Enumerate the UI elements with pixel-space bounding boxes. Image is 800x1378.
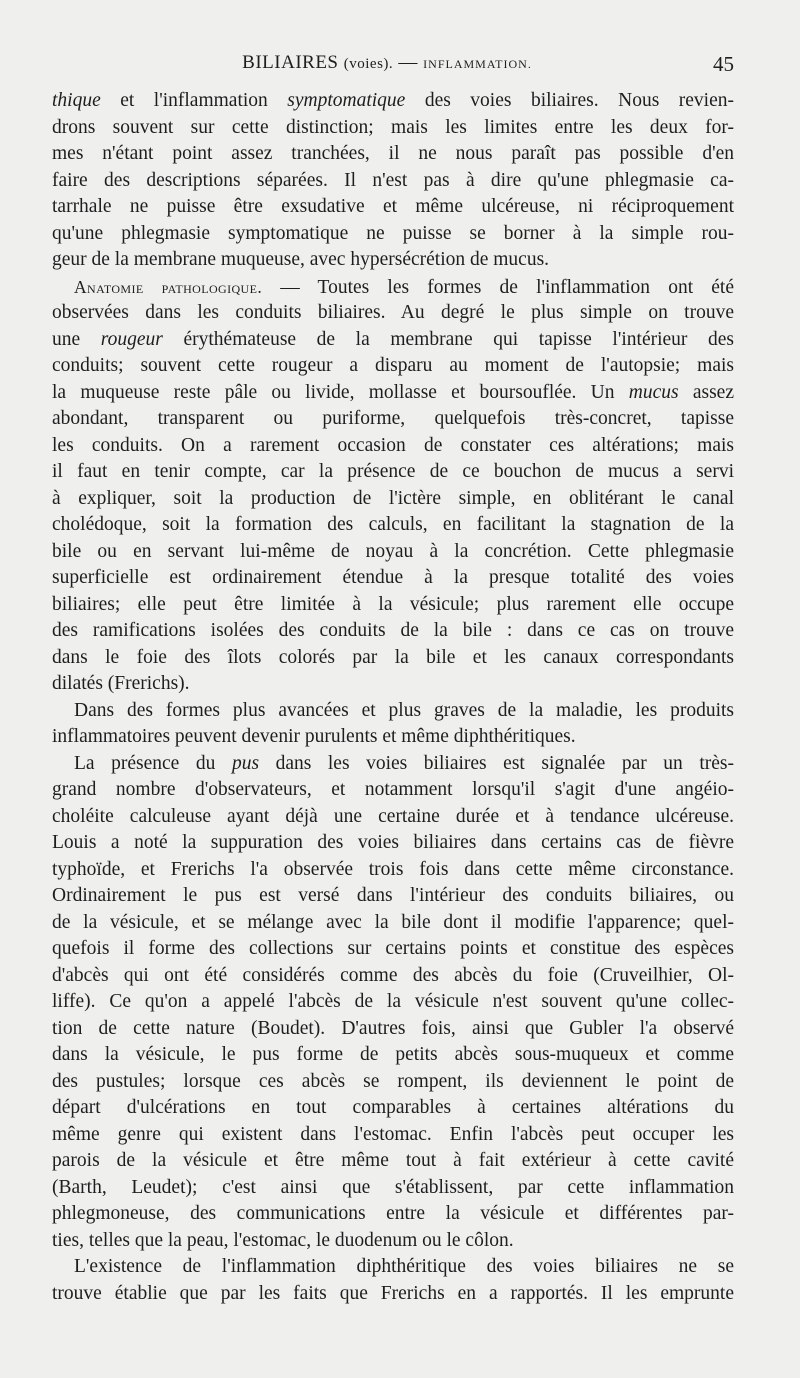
text-line [52, 88, 734, 115]
text-run: des voies biliaires. Nous revien- [405, 90, 734, 111]
paragraph [52, 88, 734, 274]
text-line: départ d'ulcérations en tout comparables à certaines altérations du [52, 1097, 734, 1118]
text-line: phlegmoneuse, des communications entre la vésicule et différentes par- [52, 1203, 734, 1224]
text-line: abondant, transparent ou puriforme, quelquefois très-concret, tapisse [52, 408, 734, 429]
text-line: liffe). Ce qu'on a appelé l'abcès de la vésicule n'est souvent qu'une collec- [52, 991, 734, 1012]
text-line [52, 274, 734, 301]
text-line: Ordinairement le pus est versé dans l'intérieur des conduits biliaires, ou [52, 885, 734, 906]
italic-term: symptomatique [287, 90, 406, 111]
page-number: 45 [713, 52, 734, 76]
text-line: (Barth, Leudet); c'est ainsi que s'établissent, par cette inflammation [52, 1176, 734, 1198]
text-line [52, 380, 734, 407]
text-line: qu'une phlegmasie symptomatique ne puisse se borner à la simple rou- [52, 222, 734, 244]
text-line: drons souvent sur cette distinction; mais les limites entre les deux for- [52, 116, 734, 138]
paragraph [52, 274, 734, 698]
text-line: grand nombre d'observateurs, et notamment lorsqu'il s'agit d'une angéio- [52, 779, 734, 800]
text-line: à expliquer, soit la production de l'ictère simple, en oblitérant le canal [52, 487, 734, 509]
text-line: mes n'étant point assez tranchées, il ne nous paraît pas possible d'en [52, 143, 734, 164]
text-line: conduits; souvent cette rougeur a disparu au moment de l'autopsie; mais [52, 355, 734, 376]
text-run: une [52, 328, 101, 350]
text-line: Dans des formes plus avancées et plus graves de la maladie, les produits [74, 699, 734, 721]
header-title-dash: — [398, 52, 418, 73]
header-title-paren: (voies). [343, 56, 394, 72]
header-title-main: BILIAIRES [242, 52, 339, 73]
italic-term: pus [231, 752, 260, 774]
text-line: superficielle est ordinairement étendue à la presque totalité des voies [52, 567, 734, 588]
paragraph [52, 1254, 734, 1307]
text-line: les conduits. On a rarement occasion de constater ces altérations; mais [52, 434, 734, 456]
text-line: dans le foie des îlots colorés par la bile et les canaux correspondants [52, 646, 734, 668]
text-line: tion de cette nature (Boudet). D'autres fois, ainsi que Gubler l'a observé [52, 1017, 734, 1039]
text-line: bile ou en servant lui-même de noyau à la concrétion. Cette phlegmasie [52, 540, 734, 562]
italic-term: thique [52, 90, 101, 111]
text-line: typhoïde, et Frerichs l'a observée trois fois dans cette même circonstance. [52, 858, 734, 880]
text-line: cholédoque, soit la formation des calculs, en facilitant la stagnation de la [52, 514, 734, 535]
header-title-section: INFLAMMATION. [423, 57, 532, 71]
text-run: la muqueuse reste pâle ou livide, mollasse et boursouflée. Un [52, 381, 629, 403]
text-line: dans la vésicule, le pus forme de petits abcès sous-muqueux et comme [52, 1044, 734, 1065]
text-line: des ramifications isolées des conduits de la bile : dans ce cas on trouve [52, 620, 734, 641]
text-line: des pustules; lorsque ces abcès se rompent, ils deviennent le point de [52, 1070, 734, 1092]
paragraph [52, 698, 734, 751]
text-line: faire des descriptions séparées. Il n'est pas à dire qu'une phlegmasie ca- [52, 169, 734, 191]
text-line: tarrhale ne puisse être exsudative et même ulcéreuse, ni réciproquement [52, 196, 734, 217]
text-run: dans les voies biliaires est signalée par un très- [259, 752, 734, 774]
text-line: dilatés (Frerichs). [52, 673, 190, 694]
text-line: observées dans les conduits biliaires. Au degré le plus simple on trouve [52, 302, 734, 323]
running-header [40, 52, 734, 82]
header-title [40, 52, 734, 74]
text-line: L'existence de l'inflammation diphthéritique des voies biliaires ne se [74, 1256, 734, 1277]
body-text [52, 88, 734, 1307]
text-line: ties, telles que la peau, l'estomac, le duodenum ou le côlon. [52, 1229, 514, 1251]
text-line: Louis a noté la suppuration des voies biliaires dans certains cas de fièvre [52, 832, 734, 853]
text-line: de la vésicule, et se mélange avec la bile dont il modifie l'apparence; quel- [52, 911, 734, 933]
text-run: — Toutes les formes de l'inflammation ont été [262, 276, 734, 298]
text-line: il faut en tenir compte, car la présence de ce bouchon de mucus a servi [52, 461, 734, 482]
text-line: trouve établie que par les faits que Frerichs en a rapportés. Il les emprunte [52, 1282, 734, 1304]
text-line: inflammatoires peuvent devenir purulents et même diphthéritiques. [52, 726, 576, 747]
text-line: d'abcès qui ont été considérés comme des abcès du foie (Cruveilhier, Ol- [52, 964, 734, 986]
text-line [52, 327, 734, 354]
text-line: biliaires; elle peut être limitée à la vésicule; plus rarement elle occupe [52, 593, 734, 615]
text-line: quefois il forme des collections sur certains points et constitue des espèces [52, 938, 734, 959]
text-line: choléite calculeuse ayant déjà une certaine durée et à tendance ulcéreuse. [52, 805, 734, 827]
text-run: La présence du [74, 752, 232, 774]
text-line [52, 751, 734, 778]
text-line: même genre qui existent dans l'estomac. Enfin l'abcès peut occuper les [52, 1123, 734, 1145]
text-run: assez [678, 381, 734, 403]
section-heading: Anatomie pathologique. [74, 276, 263, 297]
text-run: érythémateuse de la membrane qui tapisse l'intérieur des [162, 328, 735, 350]
italic-term: mucus [628, 381, 679, 403]
text-line: geur de la membrane muqueuse, avec hypersécrétion de mucus. [52, 249, 550, 270]
italic-term: rougeur [100, 328, 163, 350]
text-line: parois de la vésicule et être même tout à fait extérieur à cette cavité [52, 1150, 734, 1171]
text-run: et l'inflammation [100, 90, 288, 111]
paragraph [52, 751, 734, 1255]
